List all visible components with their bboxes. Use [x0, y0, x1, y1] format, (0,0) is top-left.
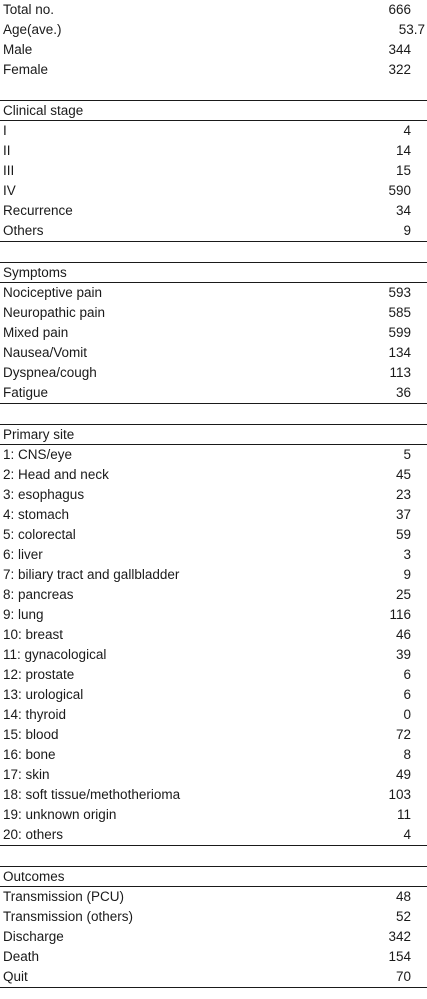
table-row — [0, 565, 427, 585]
row-label: Neuropathic pain — [3, 305, 106, 320]
section-title: Symptoms — [3, 265, 67, 280]
row-label: Transmission (others) — [3, 909, 134, 924]
row-label: 2: Head and neck — [3, 467, 109, 482]
row-label: Death — [3, 949, 40, 964]
row-label: 12: prostate — [3, 667, 75, 682]
section-title: Clinical stage — [3, 103, 84, 118]
row-value: 34 — [395, 203, 411, 218]
table-row — [0, 181, 427, 201]
table-row — [0, 725, 427, 745]
row-value: 154 — [388, 949, 411, 964]
row-label: 1: CNS/eye — [3, 447, 73, 462]
row-value: 59 — [395, 527, 411, 542]
row-label: 10: breast — [3, 627, 64, 642]
table-row — [0, 283, 427, 303]
row-label: III — [3, 163, 15, 178]
table-row — [0, 525, 427, 545]
row-label: 15: blood — [3, 727, 59, 742]
row-label: Fatigue — [3, 385, 49, 400]
table-row — [0, 545, 427, 565]
summary-row-male — [0, 40, 427, 60]
table-row — [0, 121, 427, 141]
row-label: 13: urological — [3, 687, 84, 702]
row-value: 46 — [395, 627, 411, 642]
table-section — [0, 866, 427, 988]
row-value: 116 — [389, 607, 411, 622]
table-row — [0, 625, 427, 645]
row-label: Age(ave.) — [3, 22, 62, 37]
section-spacer — [0, 404, 427, 424]
row-label: 7: biliary tract and gallbladder — [3, 567, 180, 582]
row-label: Nociceptive pain — [3, 285, 103, 300]
row-value: 8 — [403, 747, 411, 762]
row-label: Mixed pain — [3, 325, 69, 340]
table-row — [0, 825, 427, 845]
table-row — [0, 947, 427, 967]
row-value: 599 — [388, 325, 411, 340]
row-value: 9 — [403, 223, 411, 238]
section-spacer — [0, 846, 427, 866]
row-label: 20: others — [3, 827, 64, 842]
row-value: 593 — [388, 285, 411, 300]
row-value: 72 — [395, 727, 411, 742]
row-label: II — [3, 143, 11, 158]
row-label: Female — [3, 62, 49, 77]
row-label: Others — [3, 223, 44, 238]
section-title: Outcomes — [3, 869, 65, 884]
row-value: 48 — [395, 889, 411, 904]
table-sections — [0, 80, 427, 988]
row-value: 6 — [403, 687, 411, 702]
row-value: 344 — [388, 42, 411, 57]
table-section — [0, 424, 427, 846]
row-label: Quit — [3, 969, 28, 984]
row-value: 4 — [403, 827, 411, 842]
table-section — [0, 262, 427, 404]
row-label: 11: gynacological — [3, 647, 107, 662]
row-value: 49 — [395, 767, 411, 782]
row-value: 25 — [395, 587, 411, 602]
summary-row-total — [0, 0, 427, 20]
table-row — [0, 685, 427, 705]
summary-block — [0, 0, 427, 80]
section-bottom-rule — [0, 845, 427, 846]
section-header — [0, 866, 427, 887]
row-label: 18: soft tissue/methotherioma — [3, 787, 181, 802]
row-label: 3: esophagus — [3, 487, 85, 502]
row-label: Nausea/Vomit — [3, 345, 88, 360]
row-value: 45 — [395, 467, 411, 482]
table-row — [0, 383, 427, 403]
row-value: 342 — [388, 929, 411, 944]
row-label: 9: lung — [3, 607, 44, 622]
row-label: 16: bone — [3, 747, 56, 762]
table-row — [0, 665, 427, 685]
table-row — [0, 161, 427, 181]
section-header — [0, 424, 427, 445]
row-label: 14: thyroid — [3, 707, 67, 722]
row-label: 17: skin — [3, 767, 50, 782]
row-label: I — [3, 123, 7, 138]
table-row — [0, 363, 427, 383]
section-bottom-rule — [0, 987, 427, 988]
row-label: Dyspnea/cough — [3, 365, 97, 380]
table-row — [0, 765, 427, 785]
table-row — [0, 465, 427, 485]
section-title: Primary site — [3, 427, 75, 442]
table-row — [0, 585, 427, 605]
row-label: 5: colorectal — [3, 527, 76, 542]
row-value: 103 — [388, 787, 411, 802]
row-value: 5 — [403, 447, 411, 462]
row-label: IV — [3, 183, 16, 198]
table-row — [0, 967, 427, 987]
row-value: 6 — [403, 667, 411, 682]
table-row — [0, 445, 427, 465]
row-value: 322 — [388, 62, 411, 77]
row-value: 14 — [395, 143, 411, 158]
table-row — [0, 505, 427, 525]
row-label: 4: stomach — [3, 507, 70, 522]
row-label: Transmission (PCU) — [3, 889, 125, 904]
table-row — [0, 485, 427, 505]
row-value: 37 — [395, 507, 411, 522]
table-row — [0, 323, 427, 343]
table-row — [0, 303, 427, 323]
row-value: 113 — [389, 365, 411, 380]
summary-row-female — [0, 60, 427, 80]
row-value: 666 — [388, 2, 411, 17]
table-row — [0, 805, 427, 825]
table-row — [0, 907, 427, 927]
table-row — [0, 343, 427, 363]
section-header — [0, 100, 427, 121]
section-header — [0, 262, 427, 283]
row-value: 52 — [395, 909, 411, 924]
row-value: 70 — [395, 969, 411, 984]
row-value: 36 — [395, 385, 411, 400]
row-label: 6: liver — [3, 547, 43, 562]
table-section — [0, 100, 427, 242]
row-value: 11 — [396, 807, 411, 822]
row-label: Discharge — [3, 929, 64, 944]
row-label: 19: unknown origin — [3, 807, 117, 822]
row-value: 134 — [388, 345, 411, 360]
section-bottom-rule — [0, 241, 427, 242]
table-row — [0, 927, 427, 947]
section-spacer — [0, 242, 427, 262]
row-label: Total no. — [3, 2, 55, 17]
row-label: Recurrence — [3, 203, 73, 218]
row-value: 590 — [388, 183, 411, 198]
table-row — [0, 221, 427, 241]
row-value: 9 — [403, 567, 411, 582]
row-label: Male — [3, 42, 33, 57]
table-row — [0, 785, 427, 805]
section-bottom-rule — [0, 403, 427, 404]
row-value: 39 — [395, 647, 411, 662]
table-row — [0, 887, 427, 907]
row-value: 23 — [395, 487, 411, 502]
section-spacer — [0, 80, 427, 100]
table-row — [0, 745, 427, 765]
summary-row-age — [0, 20, 427, 40]
row-value: 3 — [403, 547, 411, 562]
row-label: 8: pancreas — [3, 587, 74, 602]
row-value: 53.7 — [398, 22, 425, 37]
table-row — [0, 705, 427, 725]
row-value: 0 — [403, 707, 411, 722]
row-value: 585 — [388, 305, 411, 320]
row-value: 4 — [403, 123, 411, 138]
row-value: 15 — [395, 163, 411, 178]
table-row — [0, 201, 427, 221]
table-row — [0, 645, 427, 665]
table-row — [0, 141, 427, 161]
table-row — [0, 605, 427, 625]
